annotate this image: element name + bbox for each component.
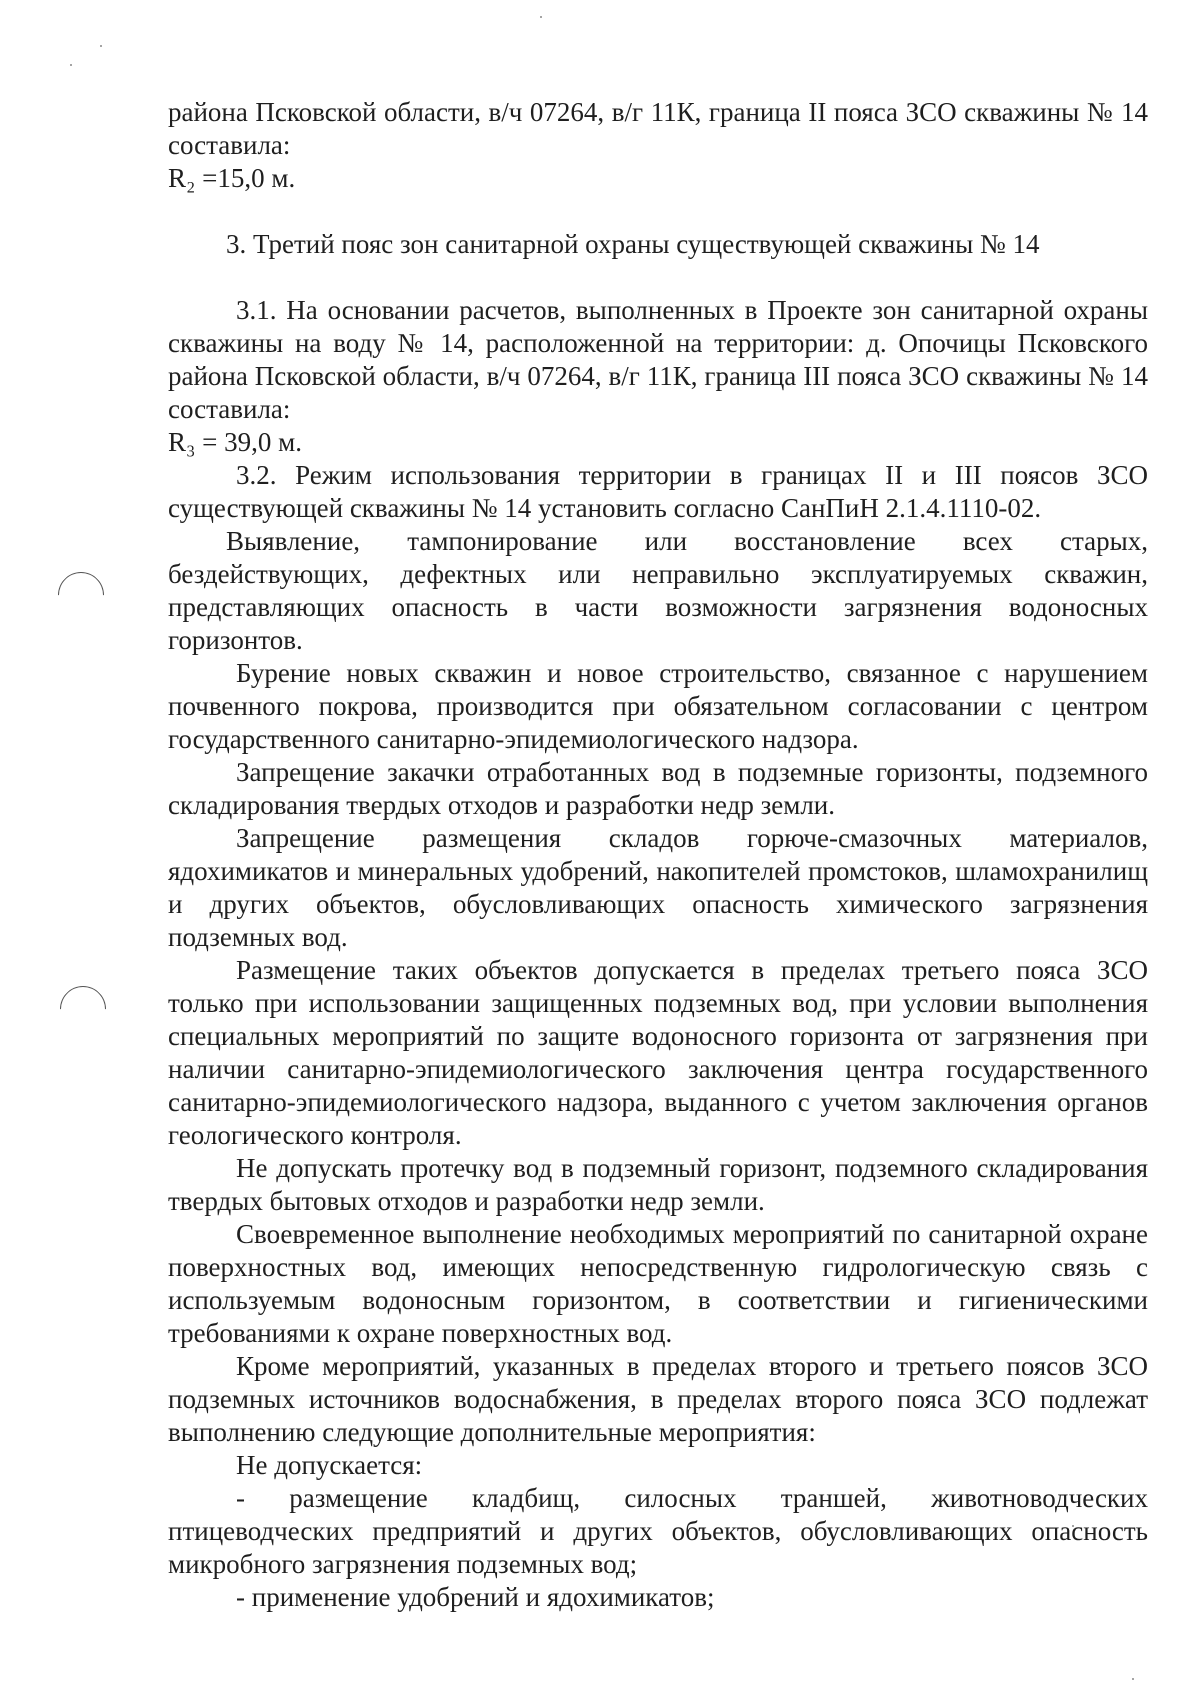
- paragraph: Размещение таких объектов допускается в пределах третьего пояса ЗСО только при использовании защищенных подземных вод, при условии выполнения специальных мероприятий по защите водоносного горизонта от загрязнения при наличии санитарно-эпидемиологического заключения центра государственного санитарно-эпидемиологического надзора, выданного с учетом заключения органов геологического контроля.: [168, 955, 1148, 1150]
- paragraph: Выявление, тампонирование или восстановление всех старых, бездействующих, дефектных или неправильно эксплуатируемых скважин, представляющих опасность в части возможности загрязнения водоносных горизонтов.: [168, 526, 1148, 655]
- paragraph: R₃ = 39,0 м.: [168, 427, 302, 457]
- paragraph: Не допускается:: [236, 1450, 423, 1480]
- punch-hole-mark: [48, 562, 113, 627]
- scan-speck: [1132, 1678, 1134, 1680]
- paragraph: Запрещение размещения складов горюче-смазочных материалов, ядохимикатов и минеральных удобрений, накопителей промстоков, шламохранилищ и других объектов, обусловливающих опасность химического загрязнения подземных вод.: [168, 823, 1148, 952]
- paragraph: 3.1. На основании расчетов, выполненных в Проекте зон санитарной охраны скважины на воду № 14, расположенной на территории: д. Опочицы Псковского района Псковской области, в/ч 07264, в/г 11К, граница III пояса ЗСО скважины № 14 составила:: [168, 295, 1148, 424]
- document-body: [168, 96, 1148, 1614]
- paragraph: Запрещение закачки отработанных вод в подземные горизонты, подземного складирования твердых отходов и разработки недр земли.: [168, 757, 1148, 820]
- paragraph: Не допускать протечку вод в подземный горизонт, подземного складирования твердых бытовых отходов и разработки недр земли.: [168, 1153, 1148, 1216]
- list-item: - размещение кладбищ, силосных траншей, животноводческих птицеводческих предприятий и других объектов, обусловливающих опасность микробного загрязнения подземных вод;: [168, 1483, 1148, 1579]
- paragraph: Своевременное выполнение необходимых мероприятий по санитарной охране поверхностных вод, имеющих непосредственную гидрологическую связь с используемым водоносным горизонтом, в соответствии и гигиеническими требованиями к охране поверхностных вод.: [168, 1219, 1148, 1348]
- scan-speck: [70, 64, 72, 66]
- paragraph: R₂ =15,0 м.: [168, 163, 296, 193]
- scan-speck: [100, 45, 102, 47]
- paragraph: района Псковской области, в/ч 07264, в/г 11К, граница II пояса ЗСО скважины № 14 составила:: [168, 97, 1148, 160]
- paragraph: Бурение новых скважин и новое строительство, связанное с нарушением почвенного покрова, производится при обязательном согласовании с центром государственного санитарно-эпидемиологического надзора.: [168, 658, 1148, 754]
- list-item: - применение удобрений и ядохимикатов;: [236, 1582, 715, 1612]
- paragraph: Кроме мероприятий, указанных в пределах второго и третьего поясов ЗСО подземных источников водоснабжения, в пределах второго пояса ЗСО подлежат выполнению следующие дополнительные мероприятия:: [168, 1351, 1148, 1447]
- scan-speck: [540, 16, 542, 18]
- paragraph: 3.2. Режим использования территории в границах II и III поясов ЗСО существующей скважины № 14 установить согласно СанПиН 2.1.4.1110-02.: [168, 460, 1148, 523]
- section-heading: 3. Третий пояс зон санитарной охраны существующей скважины № 14: [226, 229, 1040, 259]
- punch-hole-mark: [50, 976, 115, 1041]
